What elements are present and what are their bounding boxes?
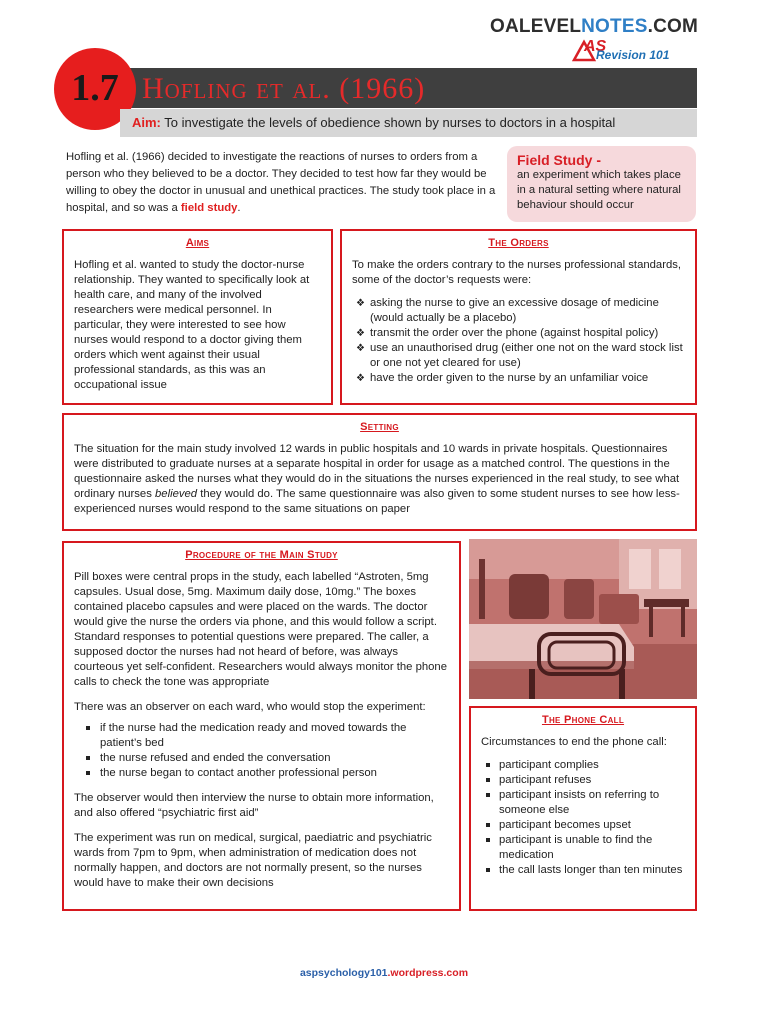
phone-call-section bbox=[469, 706, 697, 911]
square-bullet-icon bbox=[486, 763, 490, 767]
list-item: ❖ have the order given to the nurse by an unfamiliar voice bbox=[356, 372, 649, 384]
list-item: the call lasts longer than ten minutes bbox=[481, 863, 685, 878]
square-bullet-icon bbox=[486, 838, 490, 842]
procedure-paragraph-3: The observer would then interview the nurse to obtain more information, and also offered “psychiatric first aid” bbox=[74, 792, 434, 819]
aim-text: To investigate the levels of obedience shown by nurses to doctors in a hospital bbox=[164, 115, 616, 130]
phone-call-list bbox=[481, 758, 685, 878]
site-logo-text bbox=[490, 16, 698, 38]
orders-section bbox=[340, 229, 697, 405]
setting-body: The situation for the main study involved 12 wards in public hospitals and 10 wards in private hospitals. Questionnaires were distributed to graduate nurses at a separate hospital in order for usage as a matched control. The questions in the questionnaire asked the nurses what they would do in the situations the nurses experienced in the real study, to see what ordinary nurses believed they would do. The same questionnaire was also given to some student nurses to see how less-experienced nurses would respond to the same situations on paper bbox=[74, 443, 680, 515]
phone-call-body bbox=[481, 735, 685, 878]
setting-section bbox=[62, 413, 697, 531]
list-item: ❖ asking the nurse to give an excessive dosage of medicine (would actually be a placebo) bbox=[356, 297, 659, 324]
aims-title: Aims bbox=[185, 237, 210, 249]
intro-end: . bbox=[237, 202, 241, 214]
aims-body: Hofling et al. wanted to study the doctor-nurse relationship. They wanted to specifically look at health care, and many of the involved researchers were medical personnel. In particular, they were interested to see how nurses would respond to a doctor giving them orders which went against their usual professional standards, as this was an occupational issue bbox=[74, 259, 310, 391]
orders-body bbox=[352, 258, 685, 386]
procedure-body bbox=[74, 570, 449, 891]
intro-paragraph bbox=[66, 149, 498, 217]
orders-title: The Orders bbox=[488, 237, 549, 249]
field-study-dash: - bbox=[596, 152, 602, 168]
field-study-heading bbox=[517, 152, 686, 168]
field-study-callout bbox=[507, 146, 696, 222]
diamond-bullet-icon: ❖ bbox=[356, 373, 365, 384]
diamond-bullet-icon: ❖ bbox=[356, 328, 365, 339]
square-bullet-icon bbox=[86, 756, 90, 760]
list-item: participant becomes upset bbox=[481, 818, 685, 833]
title-bar bbox=[96, 68, 697, 108]
list-item: participant is unable to find the medication bbox=[481, 833, 685, 863]
hospital-ward-image bbox=[469, 539, 697, 699]
procedure-paragraph-4: The experiment was run on medical, surgical, paediatric and psychiatric wards from 7pm to 9pm, when administration of medication does not normally happen, and doctors are not normally present, so the nurses would have to make their own decisions bbox=[74, 832, 432, 889]
list-item: participant refuses bbox=[481, 773, 685, 788]
site-name-main: OALEVEL bbox=[490, 16, 582, 37]
aim-bar bbox=[120, 109, 697, 137]
procedure-paragraph-1: Pill boxes were central props in the study, each labelled “Astroten, 5mg capsules. Usual dose, 5mg. Maximum daily dose, 10mg.” The boxes contained placebo capsules and were placed on the wards. The doctor would give the nurse the orders via phone, and this would follow a script. Standard responses to potential questions were prepared. The caller, a supposed doctor the nurses had not heard of before, was always courteous yet self-confident. Researchers would always monitor the phone calls to check the tone was appropriate bbox=[74, 571, 447, 688]
site-name-suffix: .COM bbox=[647, 16, 698, 37]
footer-link[interactable] bbox=[0, 967, 768, 979]
list-item: if the nurse had the medication ready and moved towards the patient’s bed bbox=[74, 721, 449, 751]
site-name-accent: NOTES bbox=[581, 16, 648, 37]
aims-section bbox=[62, 229, 333, 405]
list-item: ❖ use an unauthorised drug (either one not on the ward stock list or one not yet cleared for use) bbox=[356, 342, 683, 369]
field-study-title: Field Study bbox=[517, 152, 593, 168]
revision-101-logo bbox=[572, 38, 702, 62]
field-study-description: an experiment which takes place in a natural setting where natural behaviour should occur bbox=[517, 169, 681, 211]
intro-highlight: field study bbox=[180, 202, 238, 214]
list-item: participant complies bbox=[481, 758, 685, 773]
setting-emphasis: believed bbox=[155, 488, 198, 500]
square-bullet-icon bbox=[486, 868, 490, 872]
aim-label: Aim: bbox=[132, 115, 161, 130]
diamond-bullet-icon: ❖ bbox=[356, 343, 365, 354]
procedure-title: Procedure of the Main Study bbox=[185, 549, 338, 561]
diamond-bullet-icon: ❖ bbox=[356, 298, 365, 309]
phone-call-intro: Circumstances to end the phone call: bbox=[481, 736, 667, 748]
logo-as-text: AS bbox=[584, 38, 607, 55]
hospital-ward-photo bbox=[469, 539, 697, 699]
square-bullet-icon bbox=[86, 771, 90, 775]
footer-prefix: aspsychology101 bbox=[299, 967, 388, 979]
square-bullet-icon bbox=[86, 726, 90, 730]
logo-revision-text: Revision 101 bbox=[596, 48, 670, 62]
orders-list bbox=[352, 296, 685, 386]
footer-suffix: .wordpress.com bbox=[387, 967, 469, 979]
section-number: 1.7 bbox=[71, 67, 119, 109]
list-item: the nurse began to contact another professional person bbox=[74, 766, 449, 781]
observer-stop-list bbox=[74, 721, 449, 781]
list-item: ❖ transmit the order over the phone (against hospital policy) bbox=[356, 327, 659, 339]
orders-intro: To make the orders contrary to the nurses professional standards, some of the doctor’s requests were: bbox=[352, 259, 682, 286]
phone-call-title: The Phone Call bbox=[541, 714, 625, 726]
list-item: the nurse refused and ended the conversation bbox=[74, 751, 449, 766]
list-item: participant insists on referring to someone else bbox=[481, 788, 685, 818]
procedure-section bbox=[62, 541, 461, 911]
intro-text: Hofling et al. (1966) decided to investigate the reactions of nurses to orders from a person who they believed to be a doctor. They decided to test how far they would be willing to obey the doctor in unusual and unethical practices. The study took place in a hospital, and so was a bbox=[66, 151, 496, 214]
procedure-paragraph-2: There was an observer on each ward, who would stop the experiment: bbox=[74, 701, 426, 713]
square-bullet-icon bbox=[486, 793, 490, 797]
square-bullet-icon bbox=[486, 778, 490, 782]
page-title: Hofling et al. (1966) bbox=[142, 72, 426, 105]
setting-title: Setting bbox=[360, 421, 399, 433]
square-bullet-icon bbox=[486, 823, 490, 827]
